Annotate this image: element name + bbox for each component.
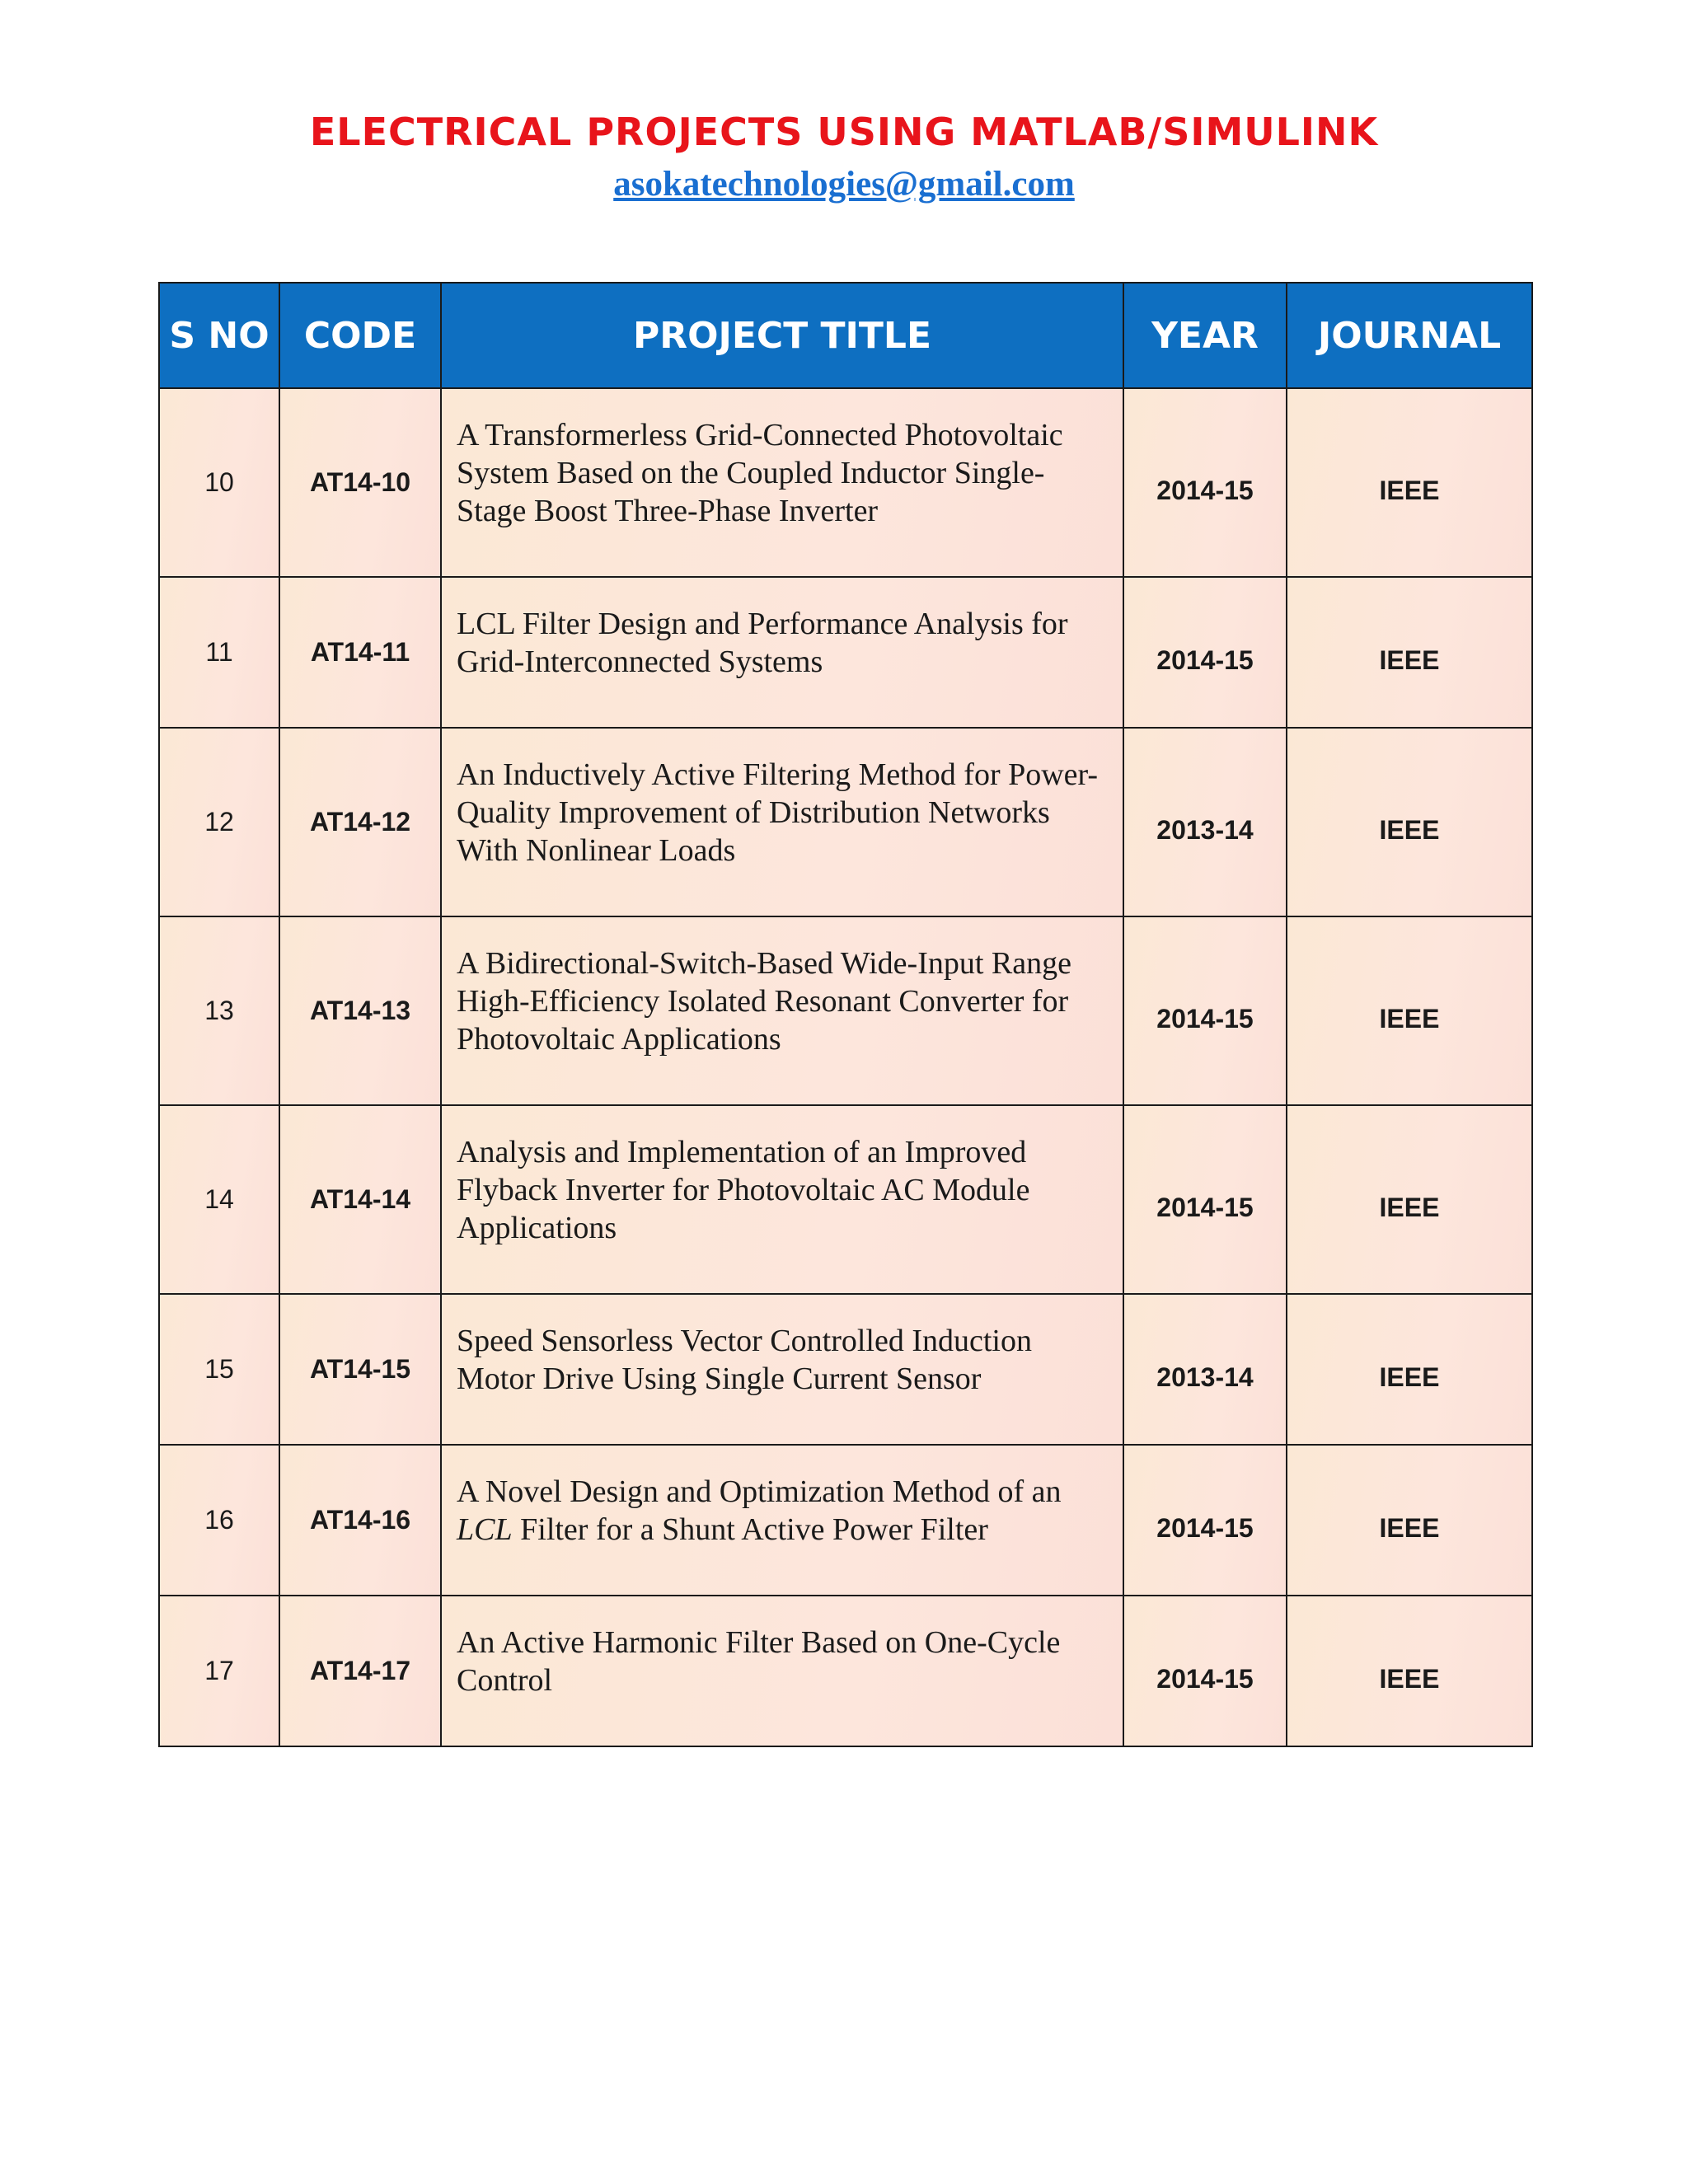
project-title-text: A Bidirectional-Switch-Based Wide-Input Range High-Efficiency Isolated Resonant Converter for Photovoltaic Applications — [457, 945, 1071, 1057]
cell-year: 2013-14 — [1123, 728, 1287, 916]
project-title-italic: LCL — [457, 1511, 513, 1547]
cell-code: AT14-11 — [279, 577, 441, 728]
table-row — [159, 1596, 1532, 1746]
cell-code: AT14-13 — [279, 916, 441, 1105]
cell-project-title — [441, 728, 1123, 916]
cell-code: AT14-10 — [279, 388, 441, 577]
cell-year: 2014-15 — [1123, 577, 1287, 728]
table-row — [159, 1445, 1532, 1596]
cell-journal: IEEE — [1287, 1596, 1532, 1746]
cell-project-title — [441, 1105, 1123, 1294]
cell-journal: IEEE — [1287, 916, 1532, 1105]
table-row — [159, 388, 1532, 577]
cell-code: AT14-17 — [279, 1596, 441, 1746]
cell-journal: IEEE — [1287, 728, 1532, 916]
cell-sno: 13 — [159, 916, 279, 1105]
table-header-row — [159, 283, 1532, 388]
column-header-project-title: PROJECT TITLE — [441, 283, 1123, 388]
column-header-year: YEAR — [1123, 283, 1287, 388]
cell-sno: 10 — [159, 388, 279, 577]
cell-project-title — [441, 1596, 1123, 1746]
document-title: ELECTRICAL PROJECTS USING MATLAB/SIMULINK — [309, 110, 1379, 154]
cell-project-title — [441, 1294, 1123, 1445]
cell-project-title — [441, 1445, 1123, 1596]
project-title-text: An Inductively Active Filtering Method for Power-Quality Improvement of Distribution Networks With Nonlinear Loads — [457, 757, 1099, 868]
cell-code: AT14-12 — [279, 728, 441, 916]
cell-year: 2014-15 — [1123, 1105, 1287, 1294]
table-row — [159, 1105, 1532, 1294]
column-header-code: CODE — [279, 283, 441, 388]
project-title-text: A Novel Design and Optimization Method of an — [457, 1474, 1062, 1509]
cell-journal: IEEE — [1287, 577, 1532, 728]
cell-journal: IEEE — [1287, 1294, 1532, 1445]
table-row — [159, 916, 1532, 1105]
project-title-text: Analysis and Implementation of an Improved Flyback Inverter for Photovoltaic AC Module Applications — [457, 1134, 1030, 1245]
cell-year: 2014-15 — [1123, 1445, 1287, 1596]
cell-year: 2014-15 — [1123, 1596, 1287, 1746]
cell-sno: 14 — [159, 1105, 279, 1294]
cell-sno: 17 — [159, 1596, 279, 1746]
project-title-text: LCL Filter Design and Performance Analysis for Grid-Interconnected Systems — [457, 606, 1068, 679]
project-title-rest: Filter for a Shunt Active Power Filter — [512, 1511, 988, 1547]
projects-table — [158, 282, 1533, 1747]
cell-code: AT14-15 — [279, 1294, 441, 1445]
cell-sno: 15 — [159, 1294, 279, 1445]
column-header-journal: JOURNAL — [1287, 283, 1532, 388]
cell-journal: IEEE — [1287, 388, 1532, 577]
cell-sno: 16 — [159, 1445, 279, 1596]
project-title-text: Speed Sensorless Vector Controlled Induction Motor Drive Using Single Current Sensor — [457, 1323, 1032, 1396]
cell-journal: IEEE — [1287, 1445, 1532, 1596]
cell-sno: 11 — [159, 577, 279, 728]
column-header-sno: S NO — [159, 283, 279, 388]
cell-journal: IEEE — [1287, 1105, 1532, 1294]
cell-year: 2014-15 — [1123, 388, 1287, 577]
project-title-text: A Transformerless Grid-Connected Photovoltaic System Based on the Coupled Inductor Single-Stage Boost Three-Phase Inverter — [457, 417, 1063, 528]
cell-code: AT14-14 — [279, 1105, 441, 1294]
table-row — [159, 1294, 1532, 1445]
cell-project-title — [441, 577, 1123, 728]
email-link[interactable]: asokatechnologies@gmail.com — [613, 165, 1075, 204]
cell-sno: 12 — [159, 728, 279, 916]
project-title-text: An Active Harmonic Filter Based on One-Cycle Control — [457, 1624, 1061, 1698]
table-row — [159, 577, 1532, 728]
cell-year: 2014-15 — [1123, 916, 1287, 1105]
cell-project-title — [441, 916, 1123, 1105]
table-row — [159, 728, 1532, 916]
cell-code: AT14-16 — [279, 1445, 441, 1596]
cell-year: 2013-14 — [1123, 1294, 1287, 1445]
cell-project-title — [441, 388, 1123, 577]
page-header — [0, 105, 1688, 208]
